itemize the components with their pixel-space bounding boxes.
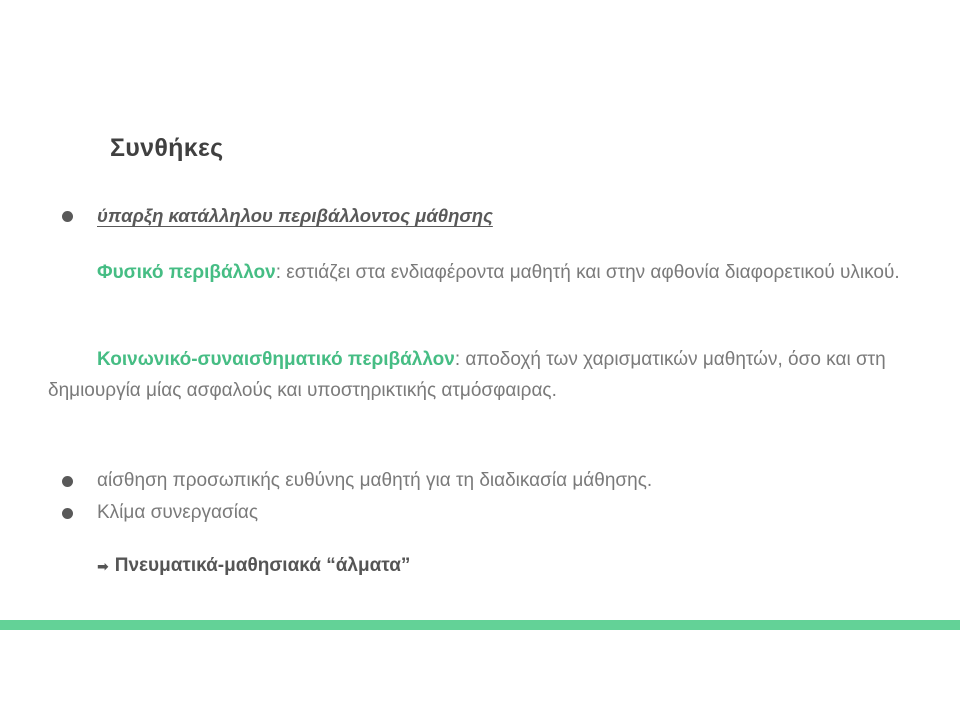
bullet-text: αίσθηση προσωπικής ευθύνης μαθητή για τη διαδικασία μάθησης. xyxy=(97,470,653,491)
social-emotional-environment-label: Κοινωνικό-συναισθηματικό περιβάλλον xyxy=(97,349,455,370)
bullet-icon xyxy=(62,476,73,487)
arrow-conclusion xyxy=(97,555,410,577)
physical-environment-text: : εστιάζει στα ενδιαφέροντα μαθητή και στην αφθονία διαφορετικού υλικού. xyxy=(275,262,900,283)
social-emotional-environment-text: : αποδοχή των χαρισματικών μαθητών, όσο και στη δημιουργία μίας ασφαλούς και υποστηρικτικής ατμόσφαιρας. xyxy=(48,349,886,401)
bullet-icon xyxy=(62,508,73,519)
slide-title: Συνθήκες xyxy=(110,134,224,162)
physical-environment-label: Φυσικό περιβάλλον xyxy=(97,262,276,283)
paragraph-social-emotional-environment xyxy=(48,344,908,406)
arrow-conclusion-text: Πνευματικά-μαθησιακά “άλματα” xyxy=(114,555,411,576)
right-arrow-icon: ➡ xyxy=(97,557,109,574)
bullet-item-responsibility xyxy=(62,470,652,492)
bullet-text: ύπαρξη κατάλληλου περιβάλλοντος μάθησης xyxy=(97,205,493,226)
bullet-text: Κλίμα συνεργασίας xyxy=(97,502,259,523)
paragraph-physical-environment xyxy=(97,257,917,288)
footer-accent-bar xyxy=(0,620,960,630)
bullet-item-cooperation xyxy=(62,502,258,524)
bullet-item-environment xyxy=(62,205,493,227)
bullet-icon xyxy=(62,211,73,222)
